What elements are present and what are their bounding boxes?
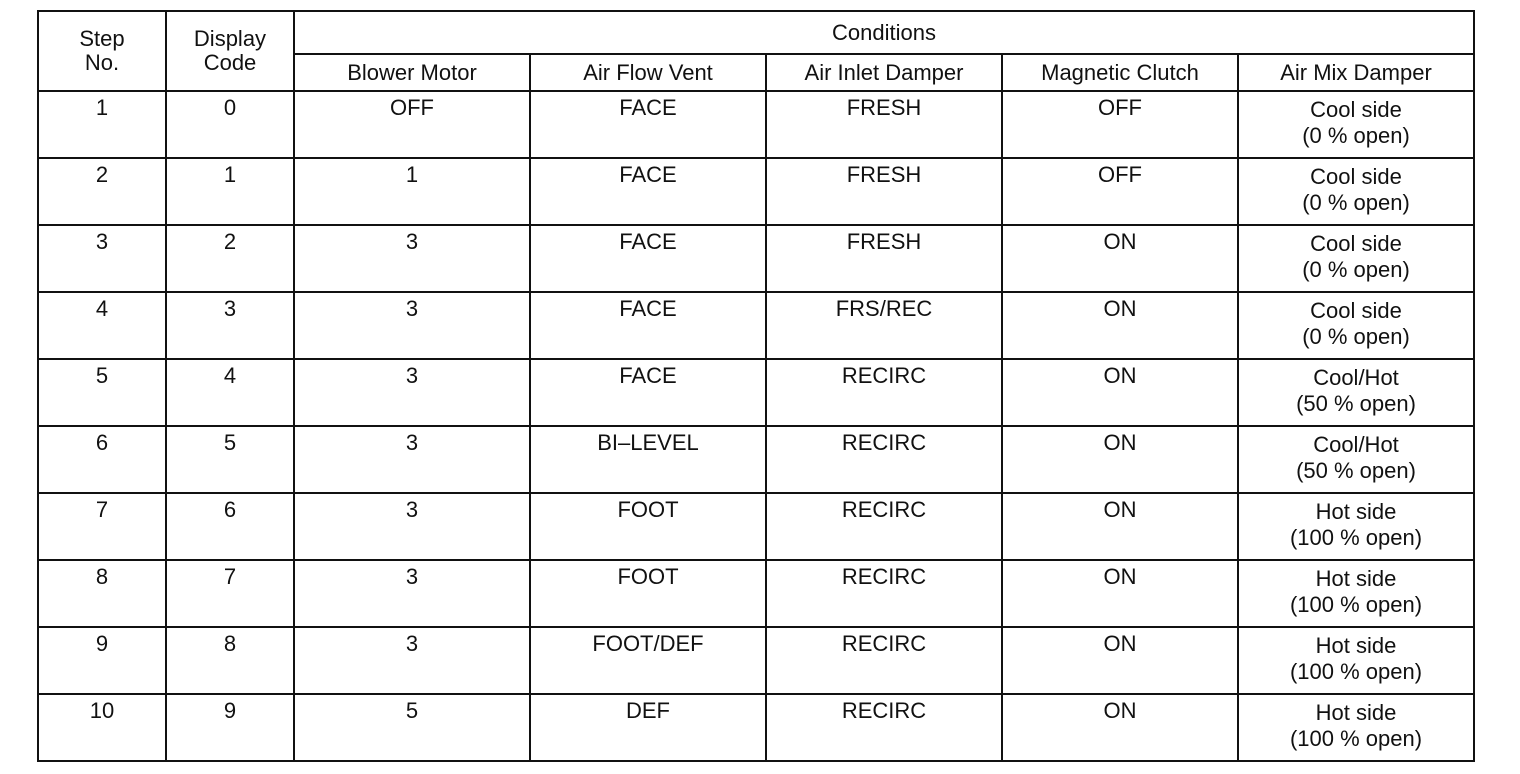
cell-air-flow-vent: FACE	[530, 359, 766, 426]
air-mix-open-percent: (100 % open)	[1289, 525, 1423, 550]
cell-air-inlet-damper: FRS/REC	[766, 292, 1002, 359]
cell-air-flow-vent: FACE	[530, 292, 766, 359]
air-mix-state: Cool/Hot	[1313, 432, 1399, 457]
air-mix-open-percent: (0 % open)	[1302, 324, 1410, 349]
table-row	[38, 493, 1474, 560]
header-magnetic-clutch: Magnetic Clutch	[1002, 54, 1238, 91]
cell-magnetic-clutch: ON	[1002, 694, 1238, 761]
conditions-table	[37, 10, 1475, 762]
cell-blower-motor: 3	[294, 359, 530, 426]
cell-magnetic-clutch: ON	[1002, 292, 1238, 359]
header-air-mix-damper: Air Mix Damper	[1238, 54, 1474, 91]
table-row	[38, 225, 1474, 292]
air-mix-open-percent: (0 % open)	[1302, 123, 1410, 148]
cell-display-code: 2	[166, 225, 294, 292]
cell-step: 10	[38, 694, 166, 761]
table-row	[38, 627, 1474, 694]
cell-step: 9	[38, 627, 166, 694]
cell-magnetic-clutch: ON	[1002, 359, 1238, 426]
cell-air-mix-damper	[1238, 359, 1474, 426]
cell-blower-motor: 3	[294, 493, 530, 560]
cell-step: 1	[38, 91, 166, 158]
air-mix-state: Hot side	[1315, 566, 1397, 591]
cell-air-inlet-damper: RECIRC	[766, 694, 1002, 761]
cell-magnetic-clutch: ON	[1002, 560, 1238, 627]
cell-air-flow-vent: FOOT/DEF	[530, 627, 766, 694]
cell-display-code: 4	[166, 359, 294, 426]
cell-air-mix-damper	[1238, 493, 1474, 560]
cell-air-inlet-damper: RECIRC	[766, 359, 1002, 426]
cell-blower-motor: 1	[294, 158, 530, 225]
air-mix-open-percent: (0 % open)	[1302, 190, 1410, 215]
air-mix-state: Cool side	[1310, 231, 1402, 256]
cell-display-code: 1	[166, 158, 294, 225]
cell-air-inlet-damper: RECIRC	[766, 560, 1002, 627]
cell-magnetic-clutch: ON	[1002, 426, 1238, 493]
cell-air-flow-vent: FACE	[530, 225, 766, 292]
cell-step: 8	[38, 560, 166, 627]
cell-blower-motor: 3	[294, 225, 530, 292]
cell-air-mix-damper	[1238, 158, 1474, 225]
table-row	[38, 560, 1474, 627]
cell-step: 3	[38, 225, 166, 292]
cell-air-mix-damper	[1238, 426, 1474, 493]
cell-magnetic-clutch: ON	[1002, 225, 1238, 292]
cell-air-flow-vent: DEF	[530, 694, 766, 761]
air-mix-open-percent: (100 % open)	[1289, 726, 1423, 751]
cell-air-inlet-damper: RECIRC	[766, 493, 1002, 560]
cell-air-inlet-damper: FRESH	[766, 91, 1002, 158]
air-mix-open-percent: (50 % open)	[1296, 391, 1416, 416]
cell-air-flow-vent: FOOT	[530, 560, 766, 627]
header-step-no: Step No.	[38, 11, 166, 91]
air-mix-state: Hot side	[1315, 633, 1397, 658]
cell-step: 7	[38, 493, 166, 560]
cell-display-code: 6	[166, 493, 294, 560]
cell-air-flow-vent: FACE	[530, 158, 766, 225]
cell-blower-motor: OFF	[294, 91, 530, 158]
air-mix-state: Cool/Hot	[1313, 365, 1399, 390]
air-mix-open-percent: (50 % open)	[1296, 458, 1416, 483]
cell-step: 6	[38, 426, 166, 493]
cell-air-mix-damper	[1238, 627, 1474, 694]
cell-step: 5	[38, 359, 166, 426]
header-display-code: Display Code	[166, 11, 294, 91]
cell-air-inlet-damper: FRESH	[766, 225, 1002, 292]
air-mix-open-percent: (100 % open)	[1289, 592, 1423, 617]
table-row	[38, 158, 1474, 225]
cell-display-code: 5	[166, 426, 294, 493]
table-row	[38, 91, 1474, 158]
cell-air-mix-damper	[1238, 91, 1474, 158]
cell-display-code: 8	[166, 627, 294, 694]
cell-blower-motor: 3	[294, 560, 530, 627]
air-mix-state: Cool side	[1310, 298, 1402, 323]
table-row	[38, 359, 1474, 426]
air-mix-state: Cool side	[1310, 97, 1402, 122]
header-blower-motor: Blower Motor	[294, 54, 530, 91]
cell-air-mix-damper	[1238, 694, 1474, 761]
cell-air-flow-vent: BI–LEVEL	[530, 426, 766, 493]
cell-air-inlet-damper: RECIRC	[766, 426, 1002, 493]
cell-air-inlet-damper: FRESH	[766, 158, 1002, 225]
cell-air-flow-vent: FOOT	[530, 493, 766, 560]
cell-magnetic-clutch: ON	[1002, 627, 1238, 694]
cell-air-mix-damper	[1238, 560, 1474, 627]
air-mix-state: Cool side	[1310, 164, 1402, 189]
cell-step: 4	[38, 292, 166, 359]
air-mix-open-percent: (100 % open)	[1289, 659, 1423, 684]
table-row	[38, 292, 1474, 359]
header-air-inlet-damper: Air Inlet Damper	[766, 54, 1002, 91]
table-row	[38, 694, 1474, 761]
cell-display-code: 0	[166, 91, 294, 158]
cell-air-flow-vent: FACE	[530, 91, 766, 158]
cell-magnetic-clutch: OFF	[1002, 158, 1238, 225]
cell-blower-motor: 3	[294, 292, 530, 359]
header-air-flow-vent: Air Flow Vent	[530, 54, 766, 91]
cell-step: 2	[38, 158, 166, 225]
cell-air-inlet-damper: RECIRC	[766, 627, 1002, 694]
cell-blower-motor: 3	[294, 627, 530, 694]
header-conditions: Conditions	[294, 11, 1474, 54]
cell-display-code: 9	[166, 694, 294, 761]
table-row	[38, 426, 1474, 493]
cell-display-code: 3	[166, 292, 294, 359]
cell-display-code: 7	[166, 560, 294, 627]
cell-blower-motor: 3	[294, 426, 530, 493]
cell-magnetic-clutch: ON	[1002, 493, 1238, 560]
air-mix-open-percent: (0 % open)	[1302, 257, 1410, 282]
air-mix-state: Hot side	[1315, 700, 1397, 725]
cell-blower-motor: 5	[294, 694, 530, 761]
cell-magnetic-clutch: OFF	[1002, 91, 1238, 158]
air-mix-state: Hot side	[1315, 499, 1397, 524]
cell-air-mix-damper	[1238, 225, 1474, 292]
cell-air-mix-damper	[1238, 292, 1474, 359]
